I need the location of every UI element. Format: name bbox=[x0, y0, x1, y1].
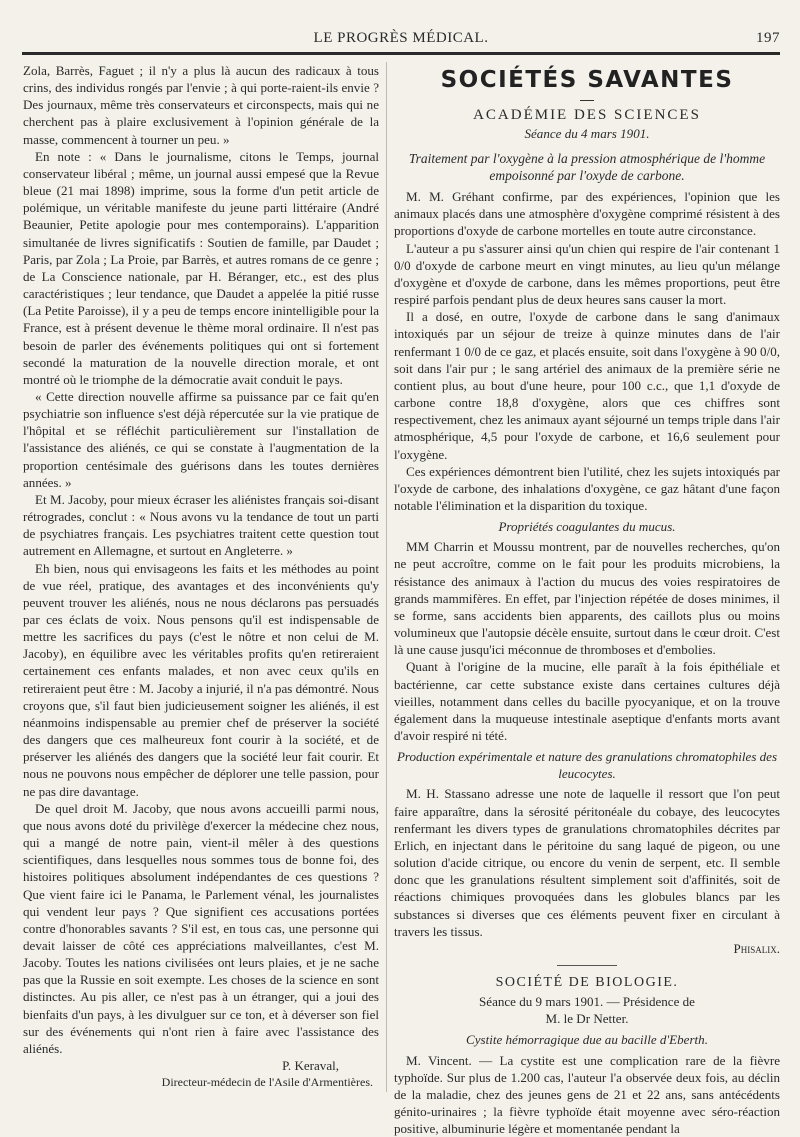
paragraph: En note : « Dans le journalisme, citons le Temps, journal conservateur libéral ; même, un journal aussi empesé que la Revue bleue (21 mai 1898) imprime, sous la forme d'un petit article de polémique, un véritable manifeste du jeune parti littéraire (André Beaunier, Petite apologie pour mes contemporains). L'apparition simultanée de livres significatifs : Soutien de famille, par Daudet ; Paris, par Zola ; La Proie, par Barrès, et autres romans de ce genre ; de La Conscience nationale, par H. Béranger, etc., est des plus caractéristiques ; leur tendance, que Daudet a appelée la pitié russe (La Petite Paroisse), il y a peu de temps encore inintelligible pour la France, est à présent devenue le thème moral ordinaire. Il n'est pas besoin de parler des événements politiques qui ont si fortement secondé la maturation de la nouvelle direction morale, et ont montré où le triomphe de la démocratie avait conduit le pays. bbox=[23, 148, 379, 388]
author-signature: P. Keraval, bbox=[23, 1057, 379, 1074]
session-president: M. le Dr Netter. bbox=[394, 1010, 780, 1027]
report-author: Phisalix. bbox=[394, 940, 780, 957]
article-title: Traitement par l'oxygène à la pression atmosphérique de l'homme empoisonné par l'oxyde de carbone. bbox=[394, 150, 780, 184]
paragraph: Eh bien, nous qui envisageons les faits et les méthodes au point de vue réel, pratique, des avantages et des inconvénients qu'y peuvent trouver les aliénés, nous ne nous déclarons pas persuadés par ces éclats de voix. Nous pensons qu'il est indispensable de mettre les sacrifices du pays (c'est le nôtre et non celui de M. Jacoby), en équilibre avec les véritables profits qu'en retireraient certainement ces enfants malades, et non avec ceux qu'ils en retireraient peut être : M. Jacoby a injurié, il n'a pas démontré. Nous croyons que, s'il faut bien judicieusement soigner les aliénés, il est néanmoins indispensable au premier chef de préserver la société des dangers que ces malheureux font courir à la société, et de préserver les aliénés des dangers que la société leur fait courir. Et nous ne pouvons nous empêcher de déplorer une telle passion, pour ne pas dire davantage. bbox=[23, 560, 379, 800]
paragraph: Quant à l'origine de la mucine, elle paraît à la fois épithéliale et bactérienne, car cette substance existe dans certaines cultures déjà vieilles, notamment dans celles du bacille pyocyanique, et on la trouve également dans la muqueuse intestinale aseptique d'enfants morts avant d'avoir respiré ni tété. bbox=[394, 658, 780, 744]
session-date: Séance du 4 mars 1901. bbox=[394, 125, 780, 142]
society-title: SOCIÉTÉ DE BIOLOGIE. bbox=[394, 974, 780, 992]
paragraph: Ces expériences démontrent bien l'utilité, chez les sujets intoxiqués par l'oxyde de carbone, des inhalations d'oxygène, ce gaz hâtant d'une façon notable l'élimination et la disparition du toxique. bbox=[394, 463, 780, 514]
paragraph: « Cette direction nouvelle affirme sa puissance par ce fait qu'en psychiatrie son influence s'est déjà répercutée sur la vie pratique de l'hôpital et se réfléchit particulièrement sur l'installation de l'assistance des aliénés, ce qui se constate à l'augmentation de la proportion centésimale des guérisons dans les toutes dernières années. » bbox=[23, 388, 379, 491]
header-rule bbox=[22, 52, 780, 55]
left-column bbox=[23, 62, 379, 1091]
session-date: Séance du 9 mars 1901. — Présidence de bbox=[394, 993, 780, 1010]
paragraph: Il a dosé, en outre, l'oxyde de carbone dans le sang d'animaux intoxiqués par un séjour de treize à quinze minutes dans de l'air renfermant 1 0/0 de ce gaz, et placés ensuite, soit dans l'oxygène à 90 0/0, soit dans l'air pur ; le sang artériel des animaux de la première série ne contient plus, au bout d'une heure, pour 100 c.c., que 1,1 d'oxyde de carbone contre 18,8 d'oxygène, alors que ces chiffres sont respectivement, chez les animaux ayant séjourné un temps triple dans l'air atmosphérique, 4,5 pour l'oxyde de carbone, et 16,6 seulement pour l'oxygène. bbox=[394, 308, 780, 462]
paragraph: M. H. Stassano adresse une note de laquelle il ressort que l'on peut faire apparaître, dans la sérosité péritonéale du cobaye, des leucocytes renfermant les divers types de granulations chromatophiles décrites par Erlich, en injectant dans le péritoine du sang laqué de pigeon, ou une solution d'acide citrique, ou encore du venin de serpent, etc. Il semble donc que les granulations résultent simplement soit d'affinités, soit de réactions chimiques provoquées dans les globules blancs par les substances si diverses que ces éléments peuvent fixer en circulant à travers les tissus. bbox=[394, 785, 780, 939]
article-title: Production expérimentale et nature des granulations chromatophiles des leucocytes. bbox=[394, 748, 780, 782]
journal-title: LE PROGRÈS MÉDICAL. bbox=[22, 30, 780, 47]
paragraph: M. Vincent. — La cystite est une complication rare de la fièvre typhoïde. Sur plus de 1.200 cas, l'auteur l'a observée deux fois, au déclin de la maladie, chez des jeunes gens de 21 et 22 ans, sans antécédents génito-urinaires ; la fièvre typhoïde était moyenne avec séro-réaction positive, albuminurie légère et momentanée pendant la bbox=[394, 1052, 780, 1137]
column-separator bbox=[386, 62, 387, 1092]
page-number: 197 bbox=[756, 30, 780, 47]
paragraph: Zola, Barrès, Faguet ; il n'y a plus là aucun des radicaux à tous crins, des individus rongés par l'envie ; à qui porte-raient-ils envie ? Des journaux, même très conservateurs et circonspects, mais qui ne cherchent pas à plaire exclusivement à l'opinion générale de la masse, commencent à tourner un peu. » bbox=[23, 62, 379, 148]
section-rule bbox=[557, 965, 617, 966]
paragraph: Et M. Jacoby, pour mieux écraser les aliénistes français soi-disant rétrogrades, conclut : « Nous avons vu la tendance de tout un parti de psychiatres français. Les psychiatres traitent cette question tout autrement en Allemagne, et surtout en Angleterre. » bbox=[23, 491, 379, 560]
section-title: SOCIÉTÉS SAVANTES bbox=[394, 66, 780, 94]
title-dash bbox=[580, 100, 594, 101]
paragraph: De quel droit M. Jacoby, que nous avons accueilli parmi nous, que nous avons doté du privilège d'exercer la médecine chez nous, qui a mangé de notre pain, vient-il mêler à des questions scientifiques, dans lesquelles nous sommes tous de bonne foi, des histoires politiques absolument indépendantes de ces questions ? Que vient faire ici le Panama, le Parlement vénal, les journalistes qui vendent leur pays ? Que signifient ces accusations portées contre d'honorables savants ? S'il est, en tous cas, une personne qui devait laisser de côté ces appréciations malveillantes, c'est M. Jacoby. Toutes les nations civilisées ont leurs plaies, et je ne sache pas que la Russie en soit exempte. Les choses de la science en sont distinctes. Au pis aller, ce n'est pas à un étranger, qui a joui des bienfaits d'un pays, à les divulguer sur ce ton, et à déverser son fiel sur des événements qui n'ont rien à faire avec l'assistance des aliénés. bbox=[23, 800, 379, 1057]
right-column bbox=[394, 62, 780, 1137]
author-title: Directeur-médecin de l'Asile d'Armentières. bbox=[23, 1074, 379, 1091]
society-title: ACADÉMIE DES SCIENCES bbox=[394, 105, 780, 125]
paragraph: MM Charrin et Moussu montrent, par de nouvelles recherches, qu'on ne peut accroître, comme on le fait pour les produits microbiens, la résistance des animaux à l'action du mucus des voies respiratoires de grands mammifères. En effet, par l'injection répétée de doses minimes, il se forme, sans accidents bien apparents, des caillots plus ou moins volumineux que l'autopsie décèle ensuite, surtout dans le cœur droit. C'est là une cause jusqu'ici méconnue de thromboses et d'embolies. bbox=[394, 538, 780, 658]
article-title: Propriétés coagulantes du mucus. bbox=[394, 518, 780, 535]
running-head bbox=[22, 30, 780, 52]
article-title: Cystite hémorragique due au bacille d'Eberth. bbox=[394, 1031, 780, 1048]
paragraph: L'auteur a pu s'assurer ainsi qu'un chien qui respire de l'air contenant 1 0/0 d'oxyde de carbone meurt en vingt minutes, au lieu qu'un mélange d'oxygène et d'oxyde de carbone, dans les mêmes proportions, peut être respiré parfois pendant plus de deux heures sans causer la mort. bbox=[394, 240, 780, 309]
paragraph: M. M. Gréhant confirme, par des expériences, l'opinion que les animaux placés dans une atmosphère d'oxygène comprimé résistent à des proportions d'oxyde de carbone mortelles en toute autre circonstance. bbox=[394, 188, 780, 239]
